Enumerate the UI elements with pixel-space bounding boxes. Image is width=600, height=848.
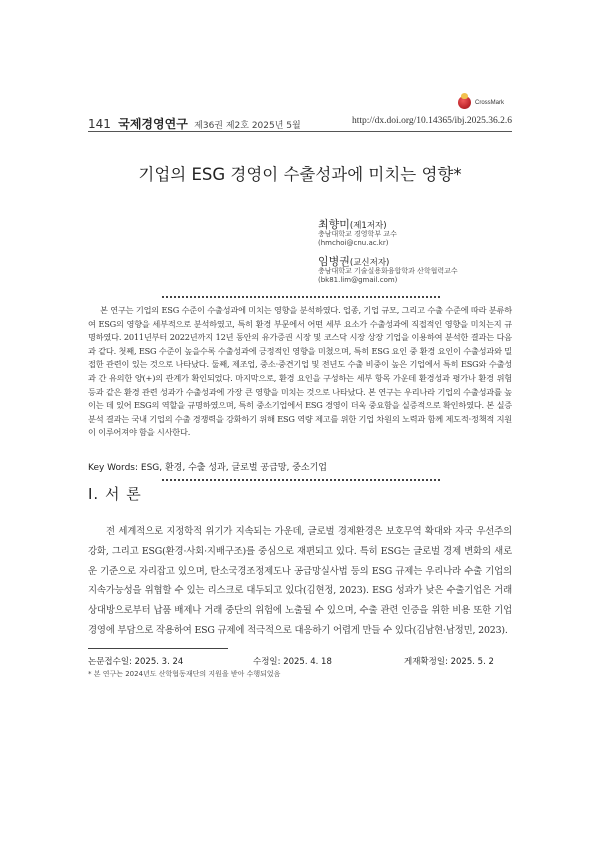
volume-info: 제36권 제2호 2025년 5월	[194, 121, 301, 131]
doi-link[interactable]: http://dx.doi.org/10.14365/ibj.2025.36.2.6	[351, 116, 512, 126]
author-1-name: 최향미	[318, 218, 350, 231]
crossmark-badge[interactable]	[458, 96, 518, 112]
journal-header	[88, 115, 301, 132]
date-accepted: 게재확정일: 2025. 5. 2	[404, 657, 494, 667]
funding-footnote: * 본 연구는 2024년도 산학협동재단의 지원을 받아 수행되었음	[88, 670, 281, 678]
journal-name: 국제경영연구	[118, 117, 188, 131]
paper-title: 기업의 ESG 경영이 수출성과에 미치는 영향*	[138, 165, 462, 184]
author-2-name: 임병권	[318, 255, 350, 268]
author-1-affiliation: 충남대학교 경영학부 교수	[318, 230, 397, 238]
page-number: 141	[88, 117, 111, 131]
author-1-role: (제1저자)	[349, 221, 387, 231]
date-received: 논문접수일: 2025. 3. 24	[88, 657, 184, 667]
footnote-divider	[88, 648, 228, 649]
author-2-affiliation: 충남대학교 기술실용화융합학과 산학협력교수	[318, 267, 458, 275]
intro-paragraph: 전 세계적으로 지정학적 위기가 지속되는 가운데, 글로벌 경제환경은 보호무역 확대와 자국 우선주의 강화, 그리고 ESG(환경·사회·지배구조)를 중심으로 재편되고 있다. 특히 ESG는 글로벌 경제 변화의 새로운 기준으로 자리잡고 있으며, 탄소국경조정제도나 공급망실사법 등의 ESG 규제는 우리나라 수출 기업의 지속가능성을 위협할 수 있는 리스크로 대두되고 있다(김현정, 2023). ESG 성과가 낮은 수출기업은 거래 상대방으로부터 납품 배제나 거래 중단의 위험에 노출될 수 있으며, 수출 관련 인증을 위한 비용 또한 기업 경영에 부담으로 작용하여 ESG 규제에 적극적으로 대응하기 어렵게 만들 수 있다(김남현·남정민, 2023).	[88, 526, 512, 636]
date-revised: 수정일: 2025. 4. 18	[253, 657, 332, 667]
section-title: Ⅰ. 서 론	[88, 485, 142, 503]
crossmark-label: CrossMark	[475, 100, 505, 106]
crossmark-icon-top	[461, 93, 468, 99]
author-2-role: (교신저자)	[349, 258, 390, 268]
abstract-text: 본 연구는 기업의 ESG 수준이 수출성과에 미치는 영향을 분석하였다. 업종, 기업 규모, 그리고 수출 수준에 따라 분류하여 ESG의 영향을 세부적으로 분석하였고, 특히 환경 부문에서 어떤 세부 요소가 수출성과에 직접적인 영향을 미치는지 규명하였다. 2011년부터 2022년까지 12년 동안의 유가증권 시장 및 코스닥 시장 상장 기업을 이용하여 분석한 결과는 다음과 같다. 첫째, ESG 수준이 높을수록 수출성과에 긍정적인 영향을 미쳤으며, 특히 ESG 요인 중 환경 요인이 수출성과와 밀접한 관련이 있는 것으로 나타났다. 둘째, 제조업, 중소·중견기업 및 전년도 수출 비중이 높은 기업에서 특히 ESG와 수출성과 간 유의한 양(+)의 관계가 확인되었다. 마지막으로, 환경 요인을 구성하는 세부 항목 가운데 환경성과 평가나 환경 위험 등과 같은 환경 관련 성과가 수출성과에 가장 큰 영향을 미치는 것으로 나타났다. 본 연구는 우리나라 기업의 수출성과를 높이는 데 있어 ESG의 역할을 규명하였으며, 특히 중소기업에서 ESG 경영이 더욱 중요함을 실증적으로 확인하였다. 본 실증분석 결과는 국내 기업의 수출 경쟁력을 강화하기 위해 ESG 역량 제고를 위한 기업 차원의 노력과 함께 제도적·정책적 지원이 이루어져야 함을 시사한다.	[88, 305, 512, 438]
author-2-email[interactable]: (bk81.lim@gmail.com)	[318, 276, 398, 284]
header-divider	[88, 131, 512, 132]
keywords: Key Words: ESG, 환경, 수출 성과, 글로벌 공급망, 중소기업	[88, 463, 327, 473]
author-1-email[interactable]: (hmchoi@cnu.ac.kr)	[318, 239, 389, 247]
abstract-top-divider	[162, 296, 440, 298]
abstract-bottom-divider	[162, 479, 440, 481]
